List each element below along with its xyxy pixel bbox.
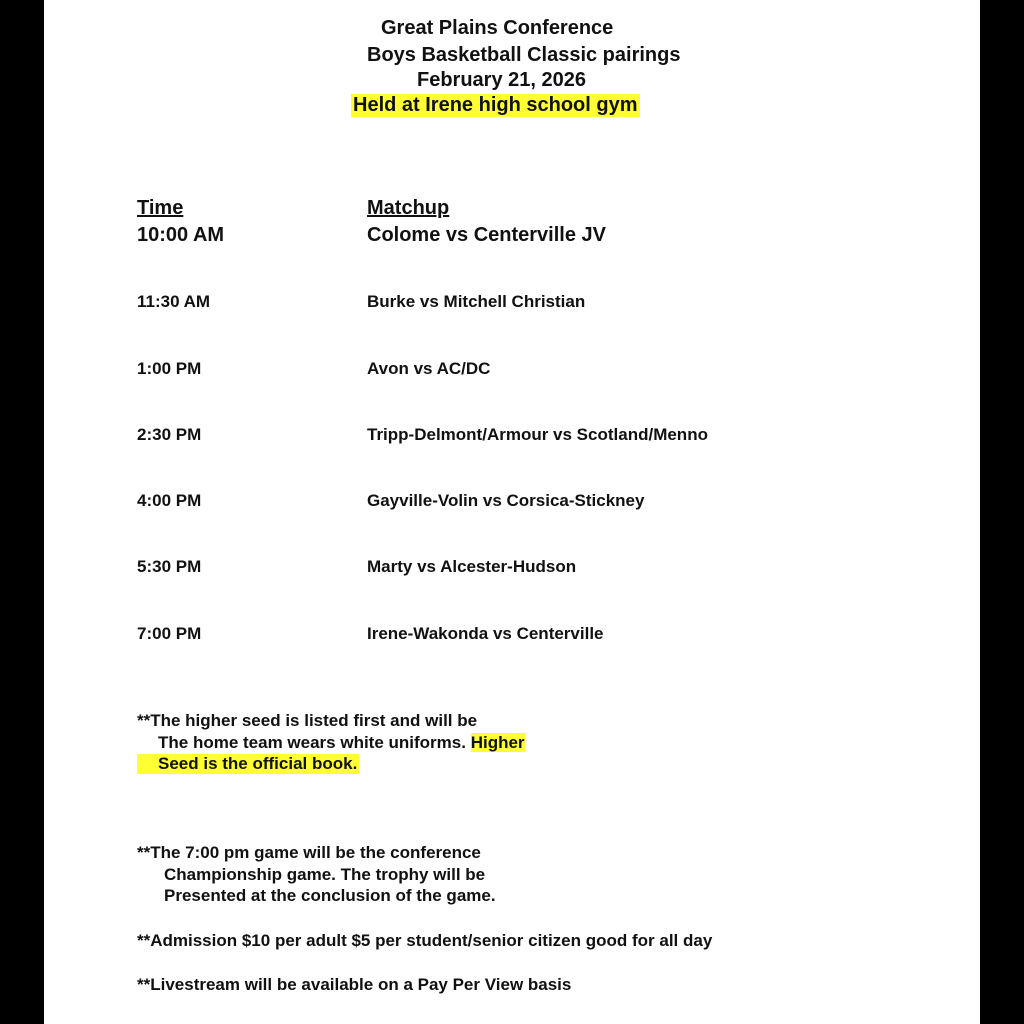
game-time: 7:00 PM [137,624,202,643]
event-title: Boys Basketball Classic pairings [367,44,681,66]
game-time: 4:00 PM [137,491,202,510]
venue-highlight: Held at Irene high school gym [353,94,638,116]
game-time: 5:30 PM [137,557,202,576]
matchup-column-header: Matchup [367,197,450,219]
seed-note-highlight: Seed is the official book. [137,754,359,774]
game-time: 11:30 AM [137,292,211,311]
championship-note-line: Championship game. The trophy will be [164,865,486,884]
game-time: 10:00 AM [137,224,225,246]
game-matchup: Burke vs Mitchell Christian [367,292,586,311]
admission-note: **Admission $10 per adult $5 per student/senior citizen good for all day [137,931,713,950]
championship-note-line: **The 7:00 pm game will be the conference [137,843,481,862]
game-matchup: Avon vs AC/DC [367,359,491,378]
conference-title: Great Plains Conference [381,17,614,39]
game-time: 2:30 PM [137,425,202,444]
championship-note-line: Presented at the conclusion of the game. [164,886,496,905]
game-matchup: Gayville-Volin vs Corsica-Stickney [367,491,645,510]
seed-note-highlight: Higher [470,733,525,752]
event-date: February 21, 2026 [417,69,586,91]
game-matchup: Colome vs Centerville JV [367,224,606,246]
time-column-header: Time [137,197,184,219]
document-page [44,0,980,1024]
seed-note-text: The home team wears white uniforms. [158,733,471,752]
seed-note-line: **The higher seed is listed first and will be [137,711,478,730]
game-matchup: Tripp-Delmont/Armour vs Scotland/Menno [367,425,708,444]
game-matchup: Irene-Wakonda vs Centerville [367,624,604,643]
game-time: 1:00 PM [137,359,202,378]
livestream-note: **Livestream will be available on a Pay Per View basis [137,975,572,994]
game-matchup: Marty vs Alcester-Hudson [367,557,577,576]
seed-note-line [158,733,525,753]
